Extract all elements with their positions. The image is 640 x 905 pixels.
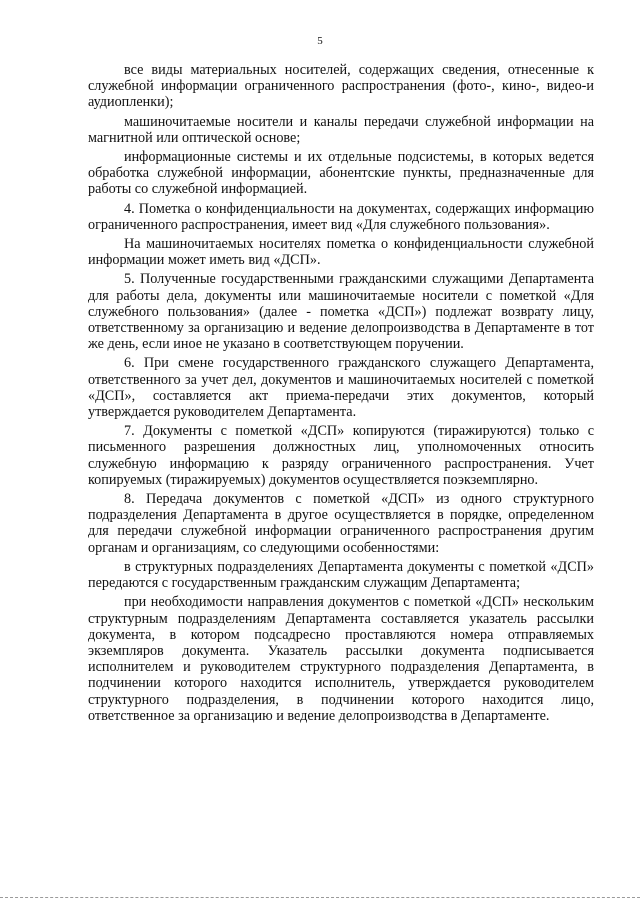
paragraph: все виды материальных носителей, содержащих сведения, отнесенные к служебной информации ограниченного распространения (фото-, кино-, видео-и аудиопленки); [88, 62, 594, 111]
paragraph: На машиночитаемых носителях пометка о конфиденциальности служебной информации может иметь вид «ДСП». [88, 236, 594, 269]
paragraph: информационные системы и их отдельные подсистемы, в которых ведется обработка служебной информации, абонентские пункты, предназначенные для работы со служебной информацией. [88, 149, 594, 198]
paragraph: 8. Передача документов с пометкой «ДСП» из одного структурного подразделения Департамента в другое осуществляется в порядке, определенном для передачи служебной информации ограниченного распространения другим органам и организациям, со следующими особенностями: [88, 491, 594, 556]
paragraph: 4. Пометка о конфиденциальности на документах, содержащих информацию ограниченного распространения, имеет вид «Для служебного пользования». [88, 200, 594, 233]
scan-edge-divider [0, 897, 640, 900]
paragraph: в структурных подразделениях Департамента документы с пометкой «ДСП» передаются с государственным гражданским служащим Департамента; [88, 558, 594, 592]
page-number: 5 [317, 35, 323, 47]
document-body [88, 62, 594, 727]
paragraph: 5. Полученные государственными гражданскими служащими Департамента для работы дела, документы или машиночитаемые носители с пометкой «Для служебного пользования» (далее - пометка «ДСП») подлежат возврату лицу, ответственному за организацию и ведение делопроизводства в Департаменте в тот же день, если иное не указано в соответствующем поручении. [88, 271, 594, 353]
paragraph: 6. При смене государственного гражданского служащего Департамента, ответственного за учет дел, документов и машиночитаемых носителей с пометкой «ДСП», составляется акт приема-передачи этих документов, который утверждается руководителем Департамента. [88, 355, 594, 421]
paragraph: 7. Документы с пометкой «ДСП» копируются (тиражируются) только с письменного разрешения должностных лиц, уполномоченных относить служебную информацию к разряду ограниченного распространения. Учет копируемых (тиражируемых) документов осуществляется поэкземплярно. [88, 423, 594, 488]
paragraph: машиночитаемые носители и каналы передачи служебной информации на магнитной или оптической основе; [88, 113, 594, 146]
paragraph: при необходимости направления документов с пометкой «ДСП» нескольким структурным подразделениям Департамента составляется указатель рассылки документа, в котором подсадресно проставляются номера отправляемых экземпляров документа. Указатель рассылки документа подписывается исполнителем и руководителем структурного подразделения Департамента, в подчинении которого находится исполнитель, утверждается руководителем структурного подразделения, в подчинении которого находится лицо, ответственное за организацию и ведение делопроизводства в Департаменте. [88, 594, 594, 724]
